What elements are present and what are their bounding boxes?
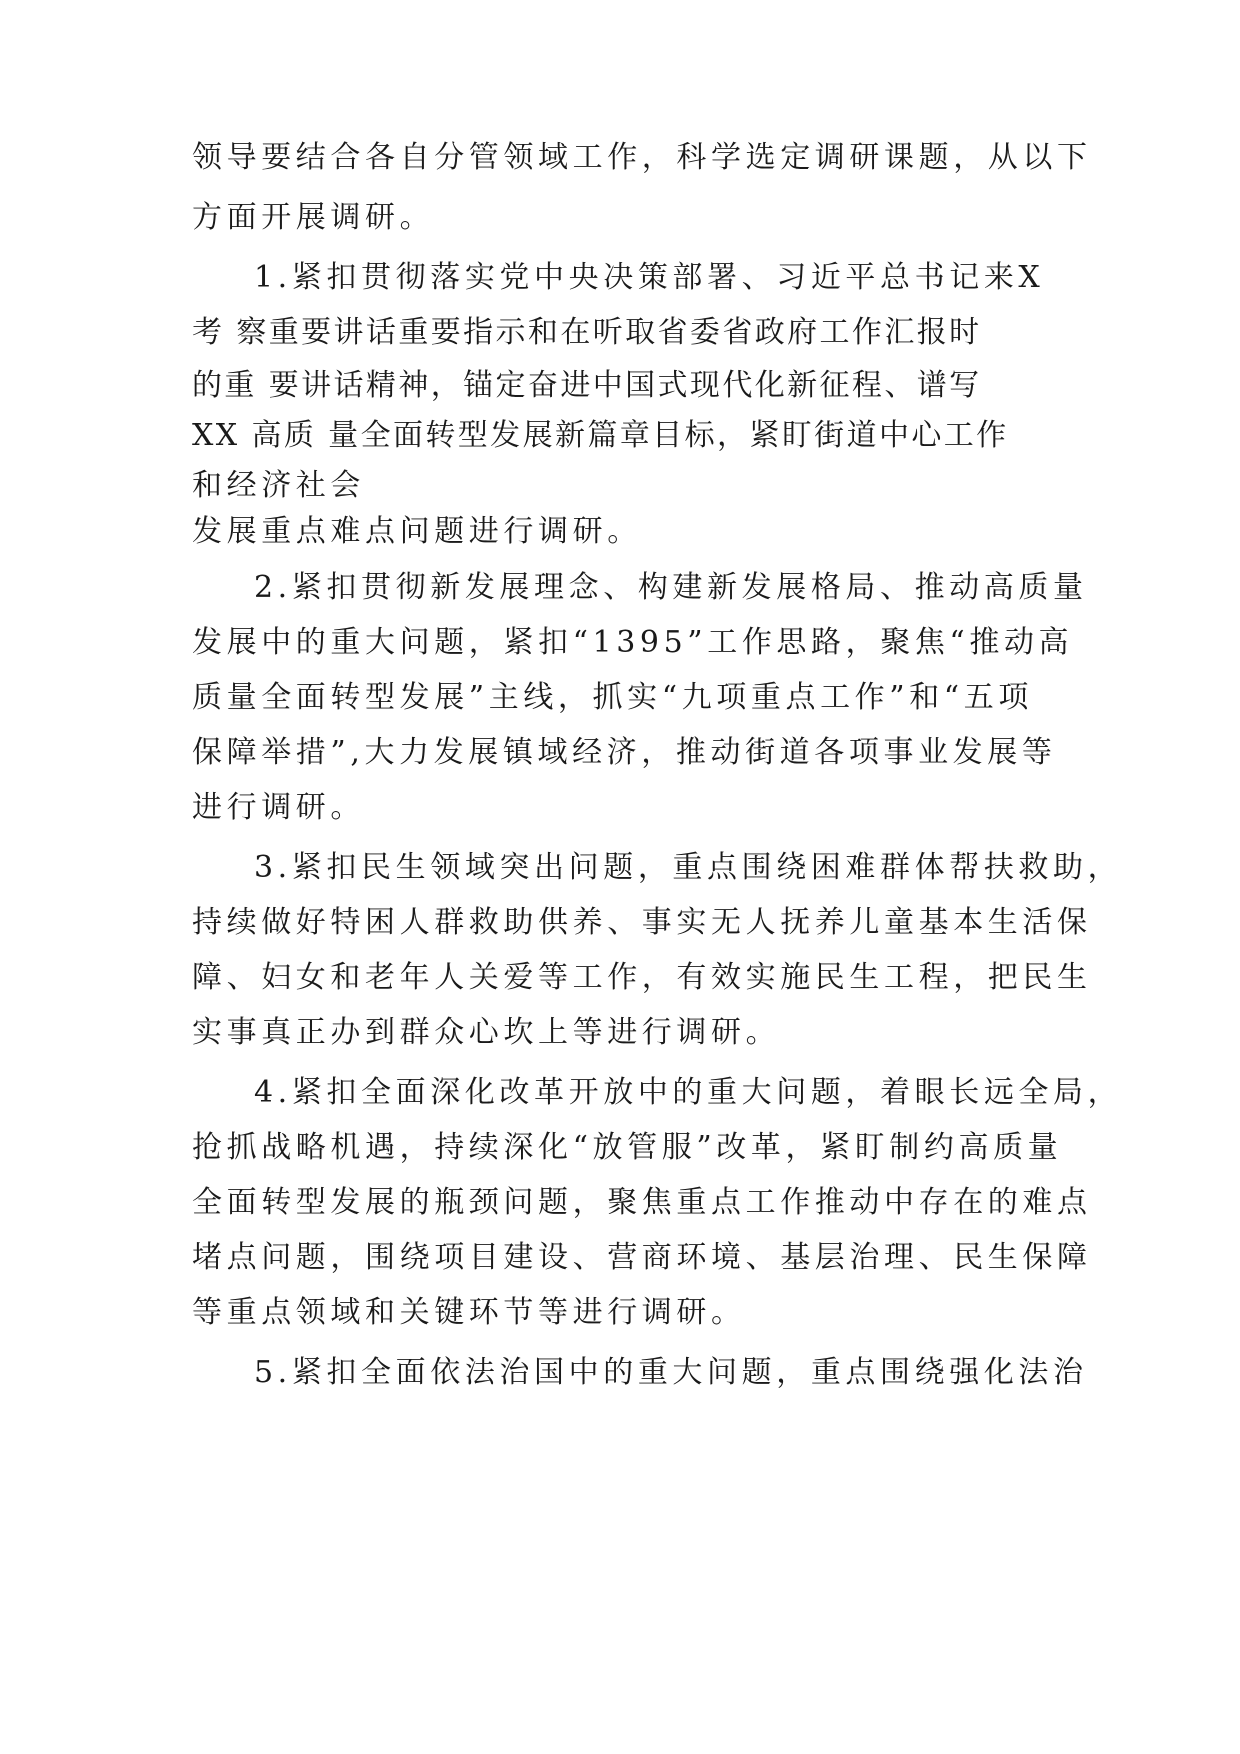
text-line: XX 高质 量全面转型发展新篇章目标，紧盯街道中心工作 — [192, 418, 1009, 453]
text-line: 实事真正办到群众心坎上等进行调研。 — [192, 1015, 781, 1050]
text-line: 发展中的重大问题，紧扣“1395”工作思路，聚焦“推动高 — [192, 625, 1074, 660]
text-line: 2.紧扣贯彻新发展理念、构建新发展格局、推动高质量 — [254, 570, 1088, 605]
text-line: 和经济社会 — [192, 468, 365, 503]
text-line: 5.紧扣全面依法治国中的重大问题，重点围绕强化法治 — [254, 1355, 1088, 1390]
text-line: 堵点问题，围绕项目建设、营商环境、基层治理、民生保障 — [192, 1240, 1092, 1275]
text-line: 进行调研。 — [192, 790, 365, 825]
text-line: 的重 要讲话精神，锚定奋进中国式现代化新征程、谱写 — [192, 368, 982, 403]
text-line: 1.紧扣贯彻落实党中央决策部署、习近平总书记来X — [254, 260, 1045, 295]
text-line: 4.紧扣全面深化改革开放中的重大问题，着眼长远全局， — [254, 1075, 1123, 1110]
text-line: 质量全面转型发展”主线，抓实“九项重点工作”和“五项 — [192, 680, 1033, 715]
text-line: 持续做好特困人群救助供养、事实无人抚养儿童基本生活保 — [192, 905, 1092, 940]
text-line: 保障举措”,大力发展镇域经济，推动街道各项事业发展等 — [192, 735, 1057, 770]
text-line: 全面转型发展的瓶颈问题，聚焦重点工作推动中存在的难点 — [192, 1185, 1092, 1220]
text-line: 领导要结合各自分管领域工作，科学选定调研课题，从以下 — [192, 140, 1092, 175]
text-line: 方面开展调研。 — [192, 200, 435, 235]
text-line: 3.紧扣民生领域突出问题，重点围绕困难群体帮扶救助， — [254, 850, 1123, 885]
text-line: 发展重点难点问题进行调研。 — [192, 514, 642, 549]
text-line: 考 察重要讲话重要指示和在听取省委省政府工作汇报时 — [192, 315, 982, 350]
text-line: 障、妇女和老年人关爱等工作，有效实施民生工程，把民生 — [192, 960, 1092, 995]
text-line: 等重点领域和关键环节等进行调研。 — [192, 1295, 746, 1330]
text-line: 抢抓战略机遇，持续深化“放管服”改革，紧盯制约高质量 — [192, 1130, 1063, 1165]
